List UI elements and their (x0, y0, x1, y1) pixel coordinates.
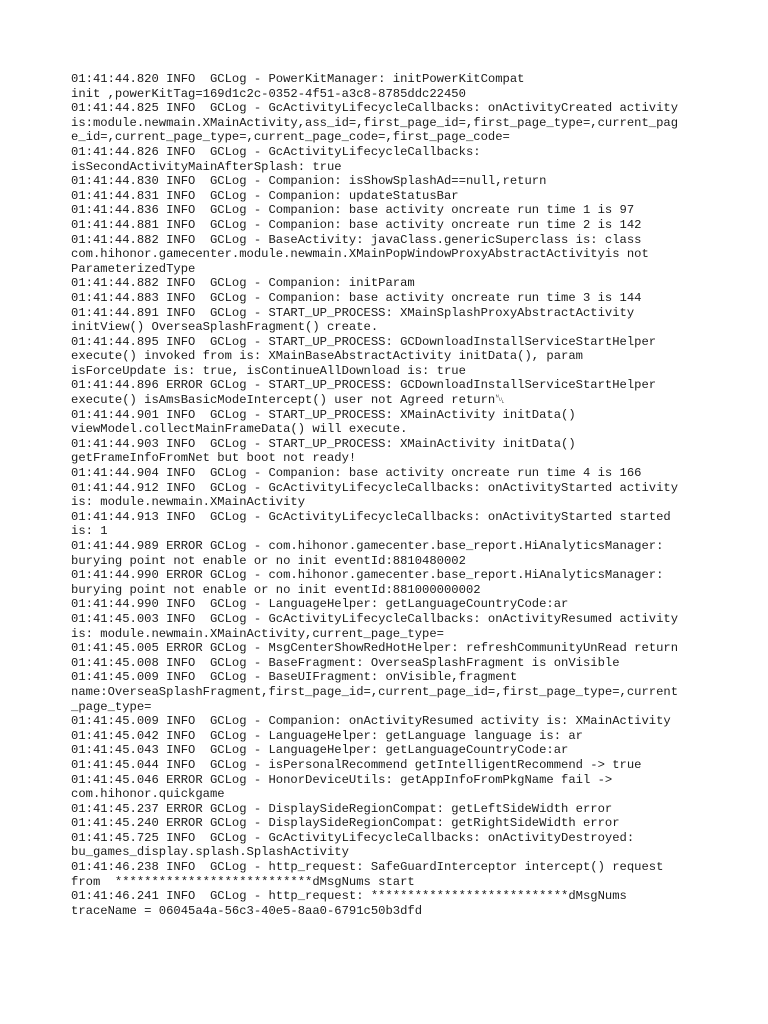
log-line: execute() invoked from is: XMainBaseAbstractActivity initData(), param (71, 349, 583, 364)
log-line: 01:41:44.826 INFO GCLog - GcActivityLifecycleCallbacks: (71, 144, 481, 159)
log-line: from ***************************dMsgNums start (71, 874, 415, 889)
log-line: 01:41:44.896 ERROR GCLog - START_UP_PROCESS: GCDownloadInstallServiceStartHelper (71, 378, 657, 393)
log-line: 01:41:44.883 INFO GCLog - Companion: base activity oncreate run time 3 is 144 (71, 290, 642, 305)
log-line: e_id=,current_page_type=,current_page_code=,first_page_code= (71, 130, 510, 145)
log-line: com.hihonor.quickgame (71, 787, 225, 802)
log-line: 01:41:44.882 INFO GCLog - Companion: initParam (71, 276, 415, 291)
log-line: 01:41:45.240 ERROR GCLog - DisplaySideRegionCompat: getRightSideWidth error (71, 816, 620, 831)
log-line: 01:41:44.989 ERROR GCLog - com.hihonor.gamecenter.base_report.HiAnalyticsManager: (71, 539, 664, 553)
log-line: burying point not enable or no init eventId:8810480002 (71, 553, 466, 568)
log-line: is: module.newmain.XMainActivity,current_page_type= (71, 626, 444, 641)
log-line: 01:41:44.882 INFO GCLog - BaseActivity: javaClass.genericSuperclass is: class (71, 232, 642, 247)
log-line: bu_games_display.splash.SplashActivity (71, 845, 349, 860)
log-line: is: module.newmain.XMainActivity (71, 495, 306, 510)
log-line: traceName = 06045a4a-56c3-40e5-8aa0-6791c50b3dfd (71, 903, 423, 918)
log-line: getFrameInfoFromNet but boot not ready! (71, 451, 357, 466)
log-text-block (71, 72, 711, 918)
log-line: 01:41:46.238 INFO GCLog - http_request: SafeGuardInterceptor intercept() request (71, 860, 664, 875)
log-line: 01:41:45.043 INFO GCLog - LanguageHelper: getLanguageCountryCode:ar (71, 743, 569, 758)
log-line: 01:41:44.820 INFO GCLog - PowerKitManager: initPowerKitCompat (71, 72, 525, 86)
log-line: 01:41:45.008 INFO GCLog - BaseFragment: OverseaSplashFragment is onVisible (71, 655, 620, 670)
log-line: isForceUpdate is: true, isContinueAllDownload is: true (71, 363, 466, 378)
log-line: 01:41:45.003 INFO GCLog - GcActivityLifecycleCallbacks: onActivityResumed activity (71, 611, 679, 626)
log-line: ParameterizedType (71, 261, 196, 276)
log-line: 01:41:44.836 INFO GCLog - Companion: base activity oncreate run time 1 is 97 (71, 203, 635, 218)
log-line: com.hihonor.gamecenter.module.newmain.XMainPopWindowProxyAbstractActivityis not (71, 247, 649, 262)
log-line: 01:41:44.912 INFO GCLog - GcActivityLifecycleCallbacks: onActivityStarted activity (71, 480, 679, 495)
log-line: 01:41:45.042 INFO GCLog - LanguageHelper: getLanguage language is: ar (71, 728, 583, 743)
log-line: isSecondActivityMainAfterSplash: true (71, 159, 342, 174)
log-line: init ,powerKitTag=169d1c2c-0352-4f51-a3c8-8785ddc22450 (71, 86, 466, 101)
log-line: viewModel.collectMainFrameData() will execute. (71, 422, 408, 437)
log-line: execute() isAmsBasicModeIntercept() user not Agreed return␀ (71, 393, 505, 408)
log-line: 01:41:44.901 INFO GCLog - START_UP_PROCESS: XMainActivity initData() (71, 407, 576, 422)
log-line: 01:41:45.046 ERROR GCLog - HonorDeviceUtils: getAppInfoFromPkgName fail -> (71, 772, 613, 787)
log-line: 01:41:44.830 INFO GCLog - Companion: isShowSplashAd==null,return (71, 174, 547, 189)
log-line: initView() OverseaSplashFragment() create. (71, 320, 379, 335)
log-line: 01:41:44.881 INFO GCLog - Companion: base activity oncreate run time 2 is 142 (71, 217, 642, 232)
log-line: name:OverseaSplashFragment,first_page_id=,current_page_id=,first_page_type=,current (71, 684, 679, 699)
log-line: 01:41:44.891 INFO GCLog - START_UP_PROCESS: XMainSplashProxyAbstractActivity (71, 305, 635, 320)
log-line: 01:41:44.895 INFO GCLog - START_UP_PROCESS: GCDownloadInstallServiceStartHelper (71, 334, 657, 349)
log-line: 01:41:45.005 ERROR GCLog - MsgCenterShowRedHotHelper: refreshCommunityUnRead return (71, 641, 679, 656)
log-line: burying point not enable or no init eventId:881000000002 (71, 582, 481, 597)
log-line: 01:41:45.725 INFO GCLog - GcActivityLifecycleCallbacks: onActivityDestroyed: (71, 830, 635, 845)
log-line: 01:41:44.903 INFO GCLog - START_UP_PROCESS: XMainActivity initData() (71, 436, 576, 451)
log-line: is:module.newmain.XMainActivity,ass_id=,first_page_id=,first_page_type=,current_pag (71, 115, 679, 130)
log-line: 01:41:44.831 INFO GCLog - Companion: updateStatusBar (71, 188, 459, 203)
log-line: 01:41:45.009 INFO GCLog - Companion: onActivityResumed activity is: XMainActivity (71, 714, 671, 729)
log-line: 01:41:45.009 INFO GCLog - BaseUIFragment: onVisible,fragment (71, 670, 518, 685)
log-line: is: 1 (71, 524, 108, 539)
log-line: 01:41:44.990 ERROR GCLog - com.hihonor.gamecenter.base_report.HiAnalyticsManager: (71, 568, 664, 583)
log-line: 01:41:44.825 INFO GCLog - GcActivityLifecycleCallbacks: onActivityCreated activity (71, 101, 679, 116)
log-line: 01:41:45.044 INFO GCLog - isPersonalRecommend getIntelligentRecommend -> true (71, 757, 642, 772)
log-line: 01:41:44.904 INFO GCLog - Companion: base activity oncreate run time 4 is 166 (71, 466, 642, 481)
log-line: 01:41:44.990 INFO GCLog - LanguageHelper: getLanguageCountryCode:ar (71, 597, 569, 612)
log-line: _page_type= (71, 699, 152, 714)
log-line: 01:41:45.237 ERROR GCLog - DisplaySideRegionCompat: getLeftSideWidth error (71, 801, 613, 816)
log-line: 01:41:46.241 INFO GCLog - http_request: ***************************dMsgNums (71, 889, 627, 904)
log-line: 01:41:44.913 INFO GCLog - GcActivityLifecycleCallbacks: onActivityStarted started (71, 509, 671, 524)
